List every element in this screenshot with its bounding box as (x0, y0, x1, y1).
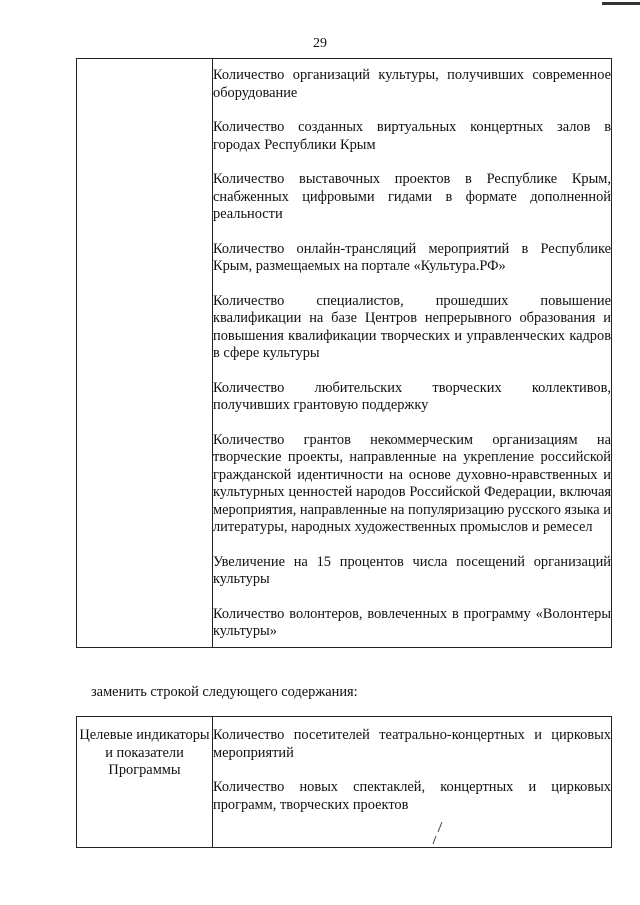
indicator-item: Количество организаций культуры, получивших современное оборудование (213, 67, 611, 101)
pen-mark (430, 820, 446, 846)
indicators-table-original (76, 58, 612, 648)
indicator-item: Количество созданных виртуальных концертных залов в городах Республики Крым (213, 119, 611, 153)
indicators-table-replacement (76, 716, 612, 848)
replace-instruction: заменить строкой следующего содержания: (91, 684, 358, 700)
indicator-item: Количество новых спектаклей, концертных и цирковых программ, творческих проектов (213, 779, 611, 813)
indicator-item: Количество специалистов, прошедших повышение квалификации на базе Центров непрерывного образования и повышения квалификации творческих и управленческих кадров в сфере культуры (213, 292, 611, 361)
indicator-item: Количество любительских творческих коллективов, получивших грантовую поддержку (213, 379, 611, 413)
table-row (77, 59, 612, 648)
indicator-list-cell (213, 59, 612, 648)
indicator-item: Количество выставочных проектов в Республике Крым, снабженных цифровыми гидами в формате дополненной реальности (213, 171, 611, 222)
indicator-item: Количество посетителей театрально-концертных и цирковых мероприятий (213, 727, 611, 761)
indicator-item: Количество волонтеров, вовлеченных в программу «Волонтеры культуры» (213, 605, 611, 639)
corner-mark (602, 2, 640, 5)
indicator-item: Количество онлайн-трансляций мероприятий в Республике Крым, размещаемых на портале «Культура.РФ» (213, 240, 611, 274)
section-heading-cell: Целевые индикаторы и показатели Программы (77, 717, 213, 848)
indicator-item: Увеличение на 15 процентов числа посещений организаций культуры (213, 553, 611, 587)
left-cell-empty (77, 59, 213, 648)
indicator-list-cell (213, 717, 612, 848)
page-number: 29 (313, 36, 327, 51)
indicator-item: Количество грантов некоммерческим организациям на творческие проекты, направленные на укрепление российской гражданской идентичности на основе духовно-нравственных и культурных ценностей народов Российской Федерации, включая мероприятия, направленные на популяризацию русского языка и литературы, народных художественных промыслов и ремесел (213, 431, 611, 535)
table-row (77, 717, 612, 848)
